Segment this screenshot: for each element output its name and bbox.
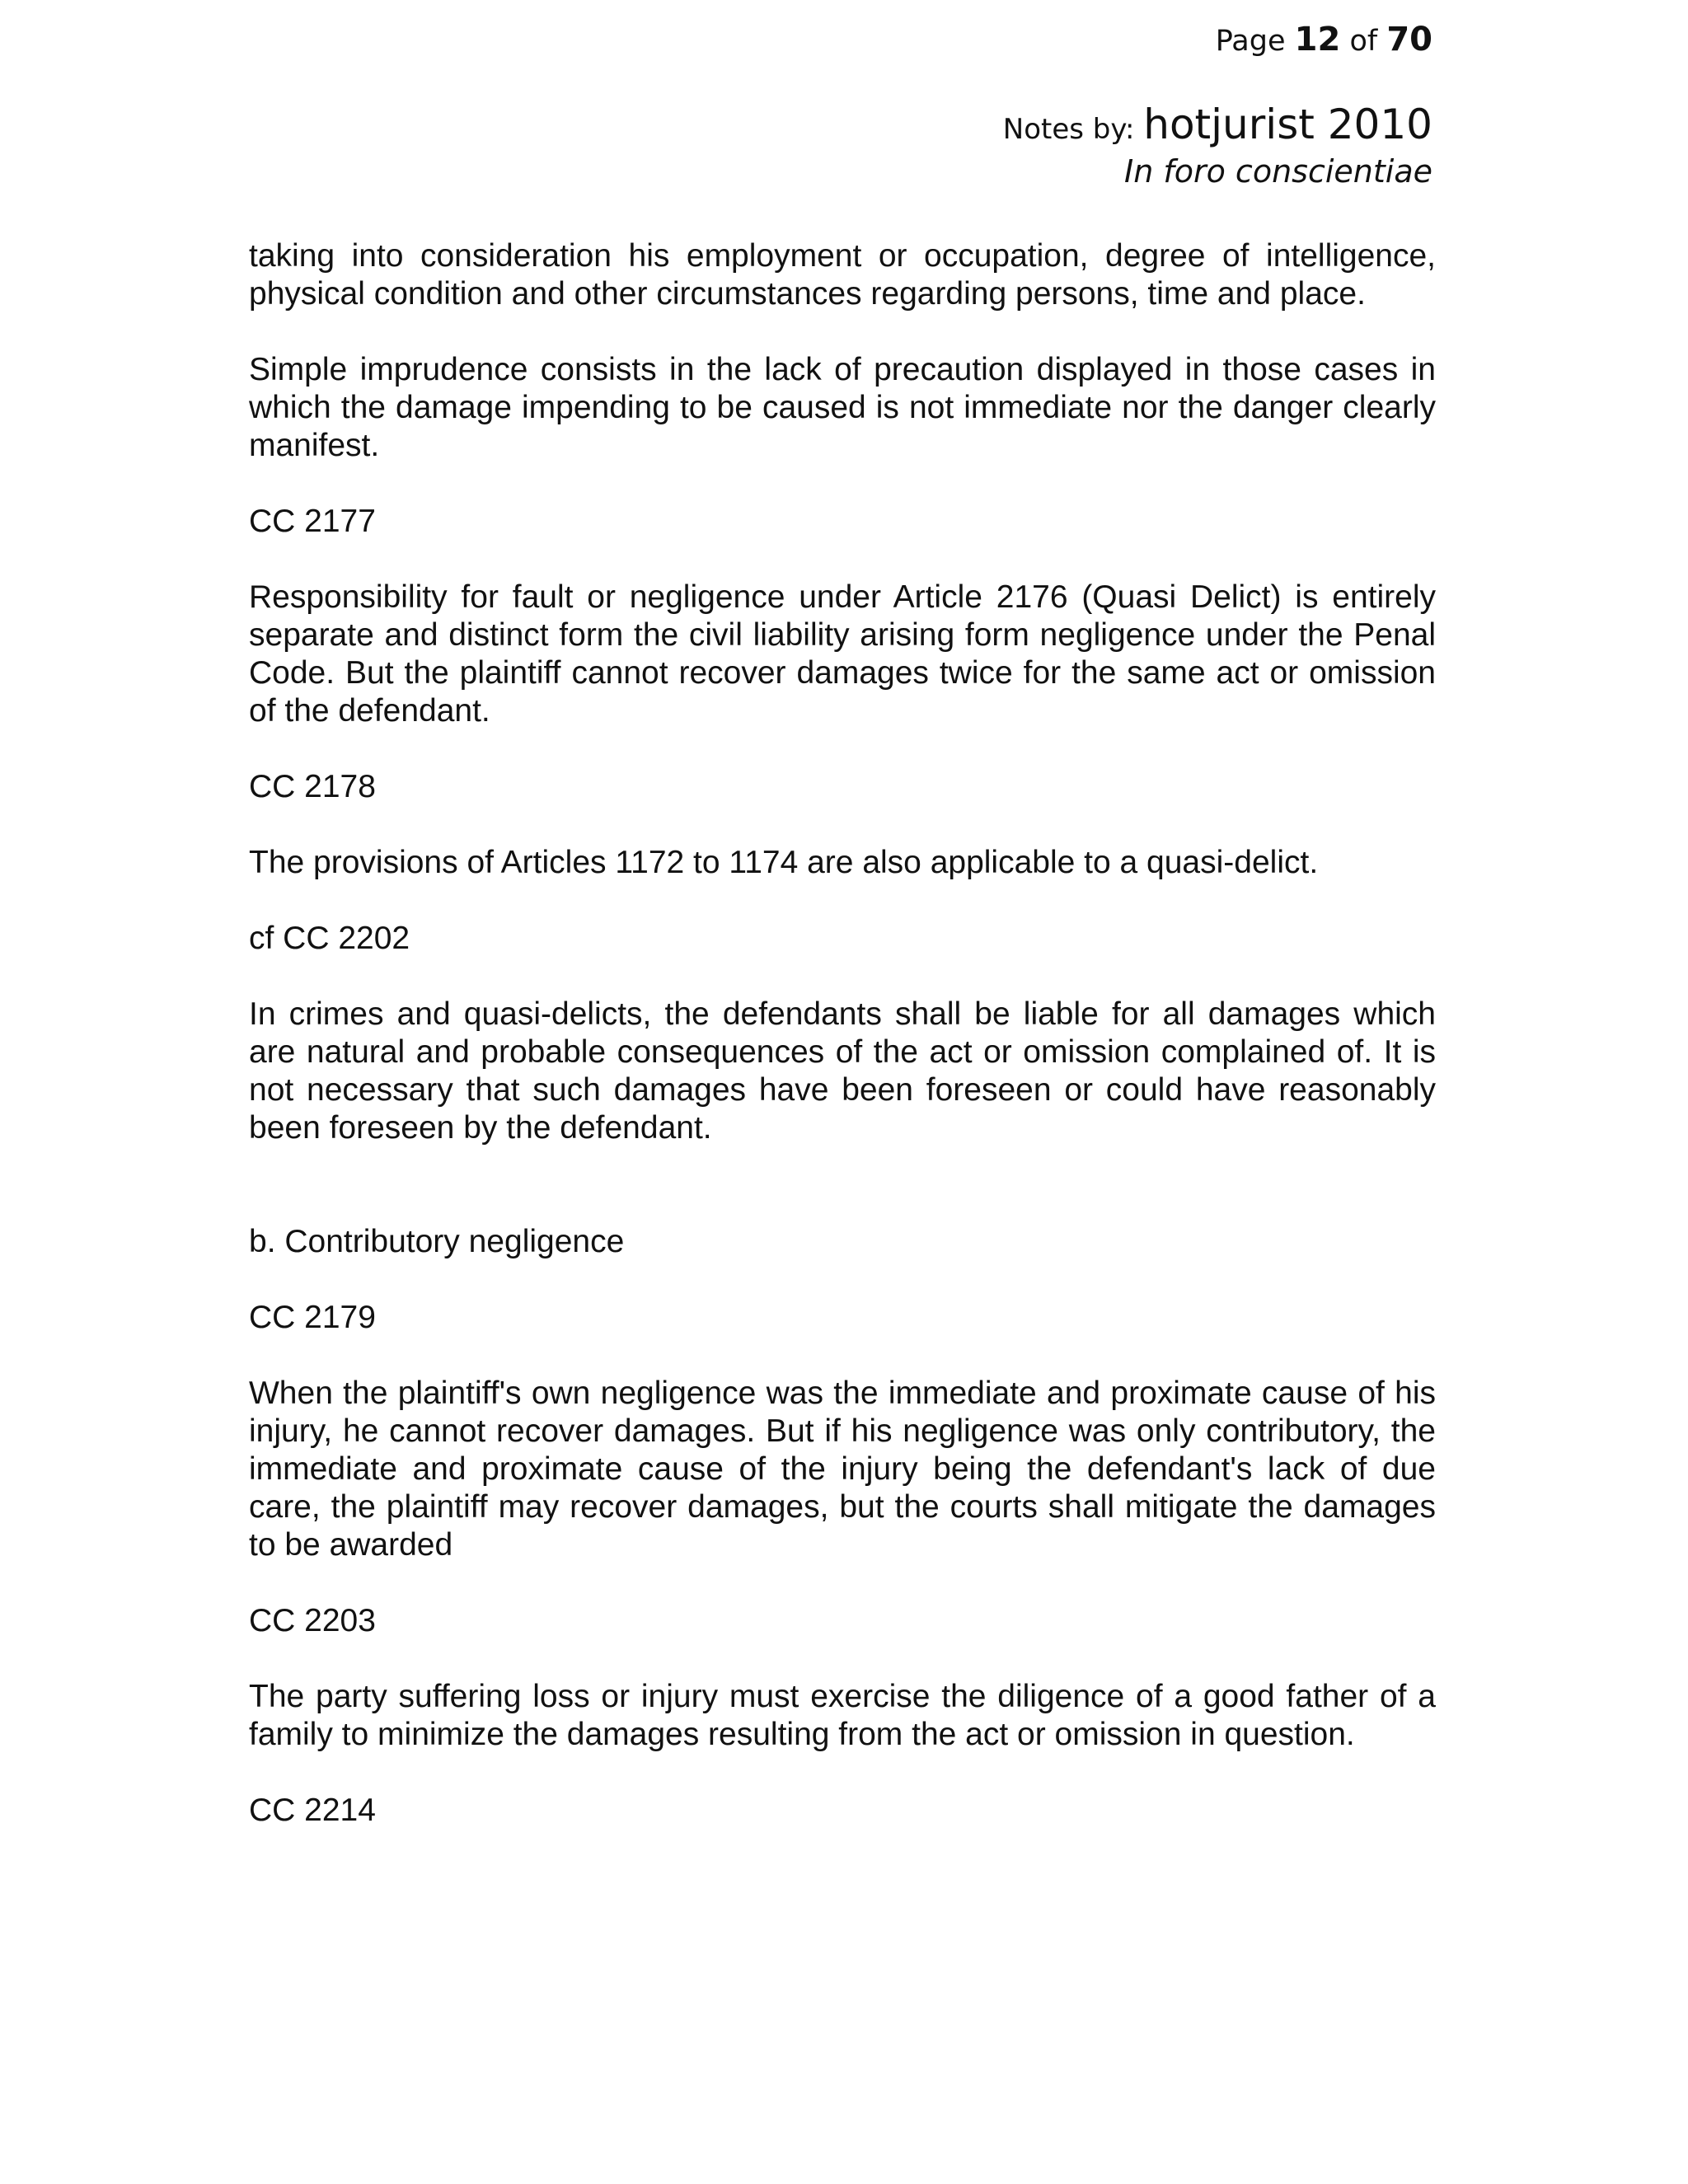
document-body bbox=[249, 237, 1436, 1868]
paragraph: The party suffering loss or injury must exercise the diligence of a good father of a family to minimize the damages resulting from the act or omission in question. bbox=[249, 1679, 1436, 1752]
section-heading: CC 2214 bbox=[249, 1793, 376, 1828]
section-heading: CC 2178 bbox=[249, 769, 376, 804]
page-total: 70 bbox=[1386, 21, 1432, 59]
section-heading: cf CC 2202 bbox=[249, 921, 410, 956]
section-heading: CC 2177 bbox=[249, 504, 376, 539]
paragraph: When the plaintiff's own negligence was the immediate and proximate cause of his injury, he cannot recover damages. But if his negligence was only contributory, the immediate and proximate cause of the injury being the defendant's lack of due care, the plaintiff may recover damages, but the courts shall mitigate the damages to be awarded bbox=[249, 1376, 1436, 1563]
paragraph: Simple imprudence consists in the lack of precaution displayed in those cases in which the damage impending to be caused is not immediate nor the danger clearly manifest. bbox=[249, 352, 1436, 463]
page-prefix: Page bbox=[1215, 25, 1286, 58]
page-header bbox=[1003, 15, 1432, 192]
page-of: of bbox=[1349, 25, 1378, 58]
section-heading: CC 2179 bbox=[249, 1300, 376, 1335]
page-number bbox=[1003, 15, 1432, 66]
paragraph: Responsibility for fault or negligence under Article 2176 (Quasi Delict) is entirely separate and distinct form the civil liability arising form negligence under the Penal Code. But the plaintiff cannot recover damages twice for the same act or omission of the defendant. bbox=[249, 579, 1436, 729]
paragraph: The provisions of Articles 1172 to 1174 are also applicable to a quasi-delict. bbox=[249, 845, 1319, 880]
notes-line bbox=[1003, 103, 1432, 151]
paragraph: taking into consideration his employment or occupation, degree of intelligence, physical condition and other circumstances regarding persons, time and place. bbox=[249, 238, 1436, 312]
page-current: 12 bbox=[1294, 21, 1341, 59]
section-heading: b. Contributory negligence bbox=[249, 1224, 625, 1259]
section-heading: CC 2203 bbox=[249, 1603, 376, 1638]
paragraph: In crimes and quasi-delicts, the defendants shall be liable for all damages which are natural and probable consequences of the act or omission complained of. It is not necessary that such damages have been foreseen or could have reasonably been foreseen by the defendant. bbox=[249, 996, 1436, 1146]
notes-label: Notes by: bbox=[1002, 113, 1135, 146]
motto: In foro conscientiae bbox=[1123, 153, 1432, 190]
notes-author: hotjurist 2010 bbox=[1143, 101, 1432, 148]
